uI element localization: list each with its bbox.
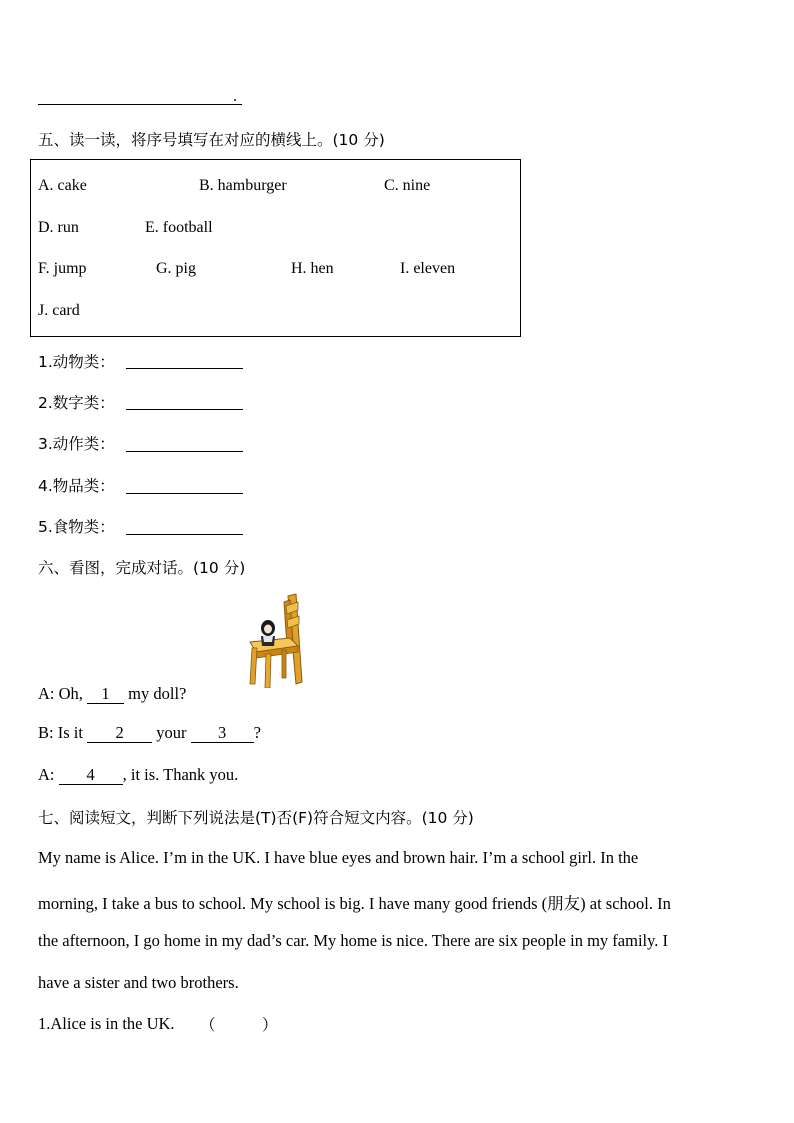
passage-line: have a sister and two brothers. [38,973,239,992]
dialogue-text: my doll? [124,684,187,703]
question-label: 1.动物类： [38,353,115,371]
answer-line[interactable] [126,493,243,494]
section-7-title: 七、阅读短文，判断下列说法是(T)否(F)符合短文内容。(10 分) [38,809,474,827]
option-g: G. pig [156,260,196,277]
question-label: 4.物品类： [38,477,115,495]
option-f: F. jump [38,260,87,277]
option-a: A. cake [38,177,87,194]
chair-with-doll-icon [246,592,308,688]
period: . [233,88,237,105]
dialogue-text: your [152,723,191,742]
answer-line[interactable] [126,368,243,369]
answer-line[interactable] [126,534,243,535]
blank-2[interactable]: 2 [87,724,152,743]
passage-line: My name is Alice. I’m in the UK. I have blue eyes and brown hair. I’m a school girl. In the [38,848,639,867]
dialogue-line-3 [38,765,238,785]
option-c: C. nine [384,177,431,194]
dialogue-text: A: [38,765,59,784]
option-e: E. football [145,219,213,236]
dialogue-text: , it is. Thank you. [122,765,239,784]
option-h: H. hen [291,260,334,277]
passage-line: the afternoon, I go home in my dad’s car. My home is nice. There are six people in my family. I [38,931,669,950]
section-6-title: 六、看图，完成对话。(10 分) [38,559,246,577]
dialogue-line-2 [38,723,261,743]
question-1: 1.Alice is in the UK. [38,1014,175,1033]
option-i: I. eleven [400,260,456,277]
passage-line: morning, I take a bus to school. My school is big. I have many good friends (朋友) at school. In [38,894,671,913]
answer-paren[interactable]: （ ） [200,1016,278,1034]
options-box [30,159,521,337]
option-b: B. hamburger [199,177,287,194]
section-5-title: 五、读一读，将序号填写在对应的横线上。(10 分) [38,131,385,149]
answer-line[interactable] [126,451,243,452]
answer-line[interactable] [126,409,243,410]
question-label: 5.食物类： [38,518,115,536]
question-label: 2.数字类： [38,394,115,412]
dialogue-text: A: Oh, [38,684,88,703]
question-label: 3.动作类： [38,435,115,453]
answer-line-top[interactable] [38,104,242,105]
dialogue-text: B: Is it [38,723,88,742]
blank-3[interactable]: 3 [191,724,254,743]
blank-4[interactable]: 4 [59,766,123,785]
dialogue-text: ? [253,723,261,742]
option-d: D. run [38,219,79,236]
dialogue-line-1 [38,684,186,704]
option-j: J. card [38,302,80,319]
blank-1[interactable]: 1 [87,685,124,704]
